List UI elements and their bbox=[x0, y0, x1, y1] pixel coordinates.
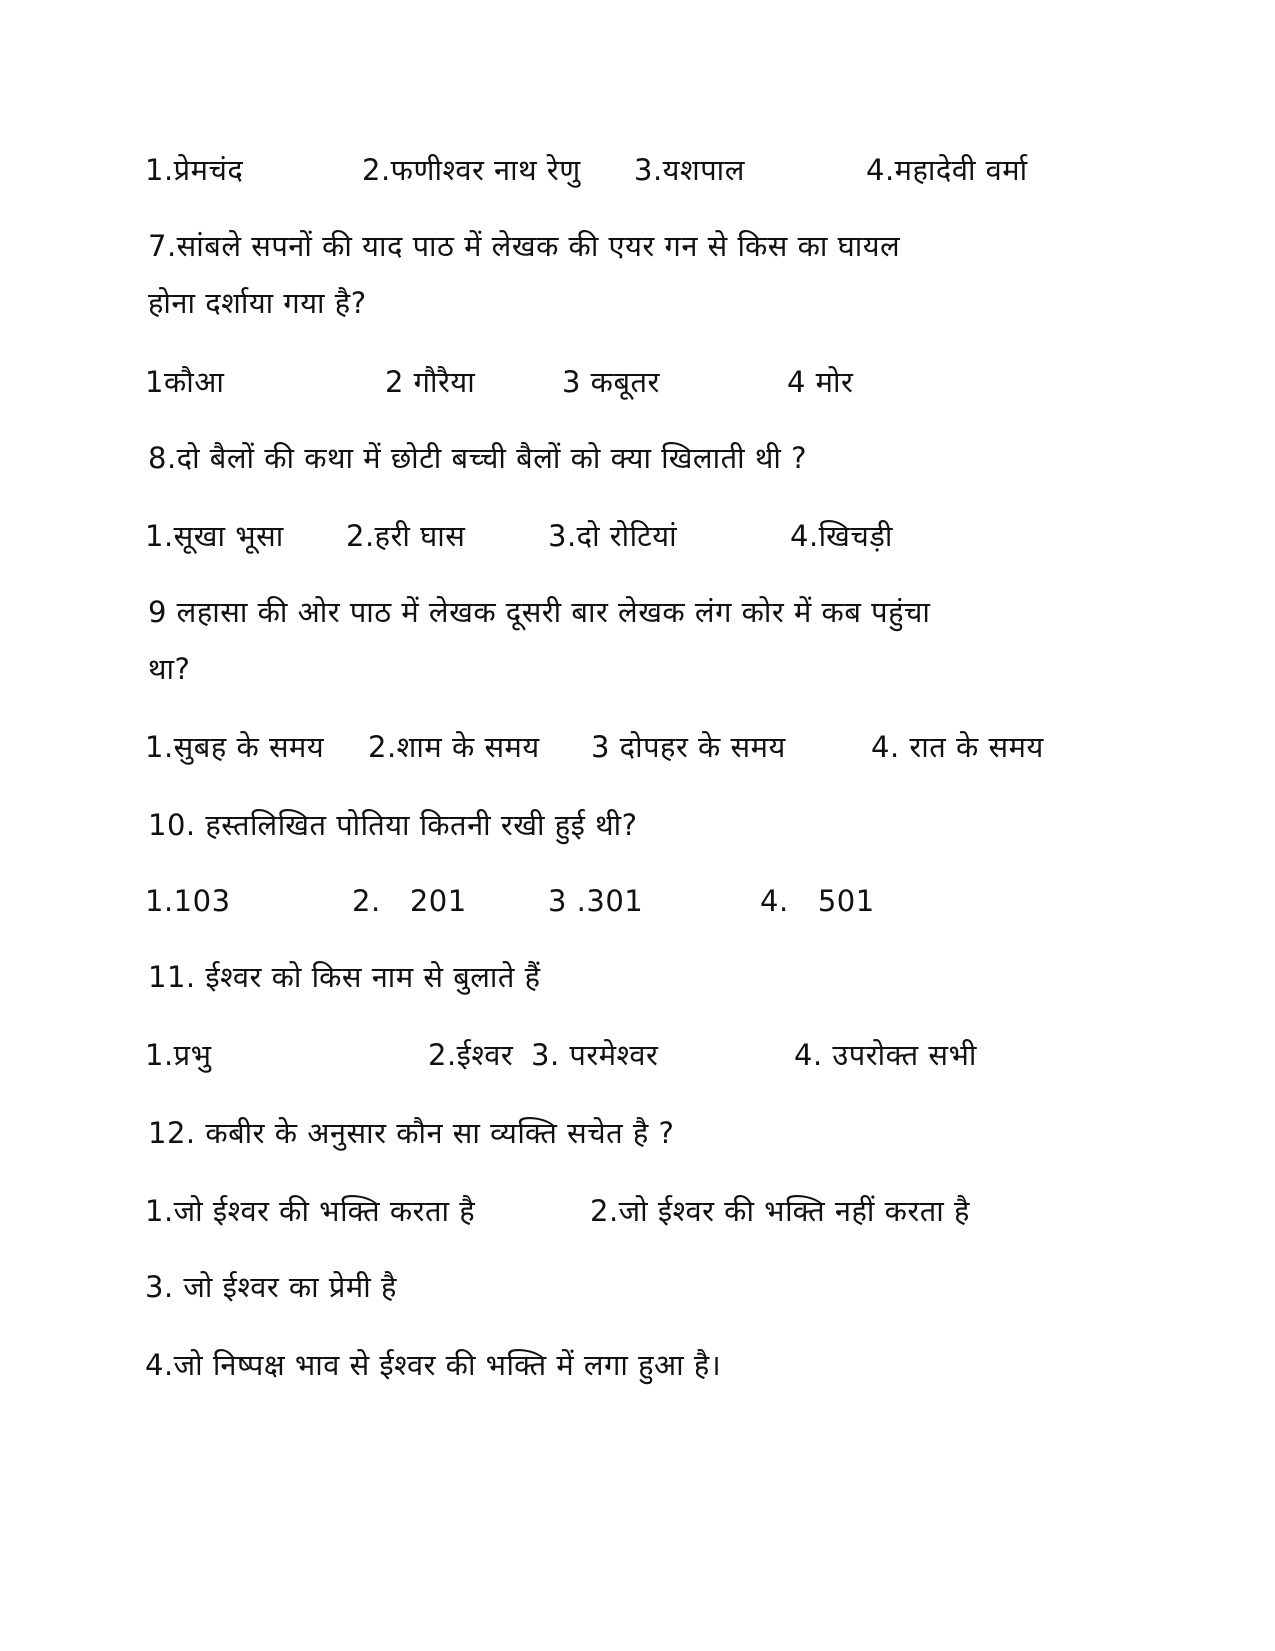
question-9-option-4: 4. रात के समय bbox=[871, 730, 1044, 764]
question-7-option-1: 1कौआ bbox=[145, 365, 225, 399]
question-12-option-2: 2.जो ईश्वर की भक्ति नहीं करता है bbox=[590, 1194, 970, 1228]
question-9-line-1: 9 लहासा की ओर पाठ में लेखक दूसरी बार लेखक लंग कोर में कब पहुंचा bbox=[148, 595, 931, 629]
question-9-line-2: था? bbox=[148, 652, 191, 686]
question-8-option-4: 4.खिचड़ी bbox=[790, 519, 893, 553]
prev-option-4: 4.महादेवी वर्मा bbox=[866, 153, 1028, 187]
question-7-line-2: होना दर्शाया गया है? bbox=[148, 286, 367, 320]
question-7-line-1: 7.सांबले सपनों की याद पाठ में लेखक की एयर गन से किस का घायल bbox=[148, 229, 901, 263]
prev-option-1: 1.प्रेमचंद bbox=[145, 153, 244, 187]
question-10-option-3: 3 .301 bbox=[548, 884, 644, 918]
question-8-option-1: 1.सूखा भूसा bbox=[145, 519, 284, 553]
question-12-option-3: 3. जो ईश्वर का प्रेमी है bbox=[145, 1270, 397, 1304]
question-9-option-2: 2.शाम के समय bbox=[368, 730, 540, 764]
question-11-option-4: 4. उपरोक्त सभी bbox=[794, 1038, 977, 1072]
question-11-option-3: 3. परमेश्वर bbox=[531, 1038, 659, 1072]
question-7-option-4: 4 मोर bbox=[787, 365, 854, 399]
question-11-option-1: 1.प्रभु bbox=[145, 1038, 212, 1072]
question-11-option-2: 2.ईश्वर bbox=[428, 1038, 514, 1072]
prev-option-2: 2.फणीश्वर नाथ रेणु bbox=[362, 153, 581, 187]
question-10-option-1: 1.103 bbox=[145, 884, 231, 918]
question-12-option-1: 1.जो ईश्वर की भक्ति करता है bbox=[145, 1194, 476, 1228]
question-10-option-2: 2. 201 bbox=[352, 884, 467, 918]
question-8-option-2: 2.हरी घास bbox=[346, 519, 466, 553]
prev-option-3: 3.यशपाल bbox=[634, 153, 745, 187]
question-7-option-3: 3 कबूतर bbox=[562, 365, 660, 399]
question-10-option-4: 4. 501 bbox=[760, 884, 875, 918]
question-12-option-4: 4.जो निष्पक्ष भाव से ईश्वर की भक्ति में लगा हुआ है। bbox=[145, 1348, 722, 1382]
question-8-line-1: 8.दो बैलों की कथा में छोटी बच्ची बैलों को क्या खिलाती थी ? bbox=[148, 441, 807, 475]
question-12-line-1: 12. कबीर के अनुसार कौन सा व्यक्ति सचेत है ? bbox=[148, 1116, 675, 1150]
question-8-option-3: 3.दो रोटियां bbox=[548, 519, 678, 553]
question-11-line-1: 11. ईश्वर को किस नाम से बुलाते हैं bbox=[148, 960, 541, 994]
question-9-option-1: 1.सुबह के समय bbox=[145, 730, 325, 764]
question-7-option-2: 2 गौरैया bbox=[385, 365, 476, 399]
question-9-option-3: 3 दोपहर के समय bbox=[591, 730, 786, 764]
question-10-line-1: 10. हस्तलिखित पोतिया कितनी रखी हुई थी? bbox=[148, 808, 638, 842]
